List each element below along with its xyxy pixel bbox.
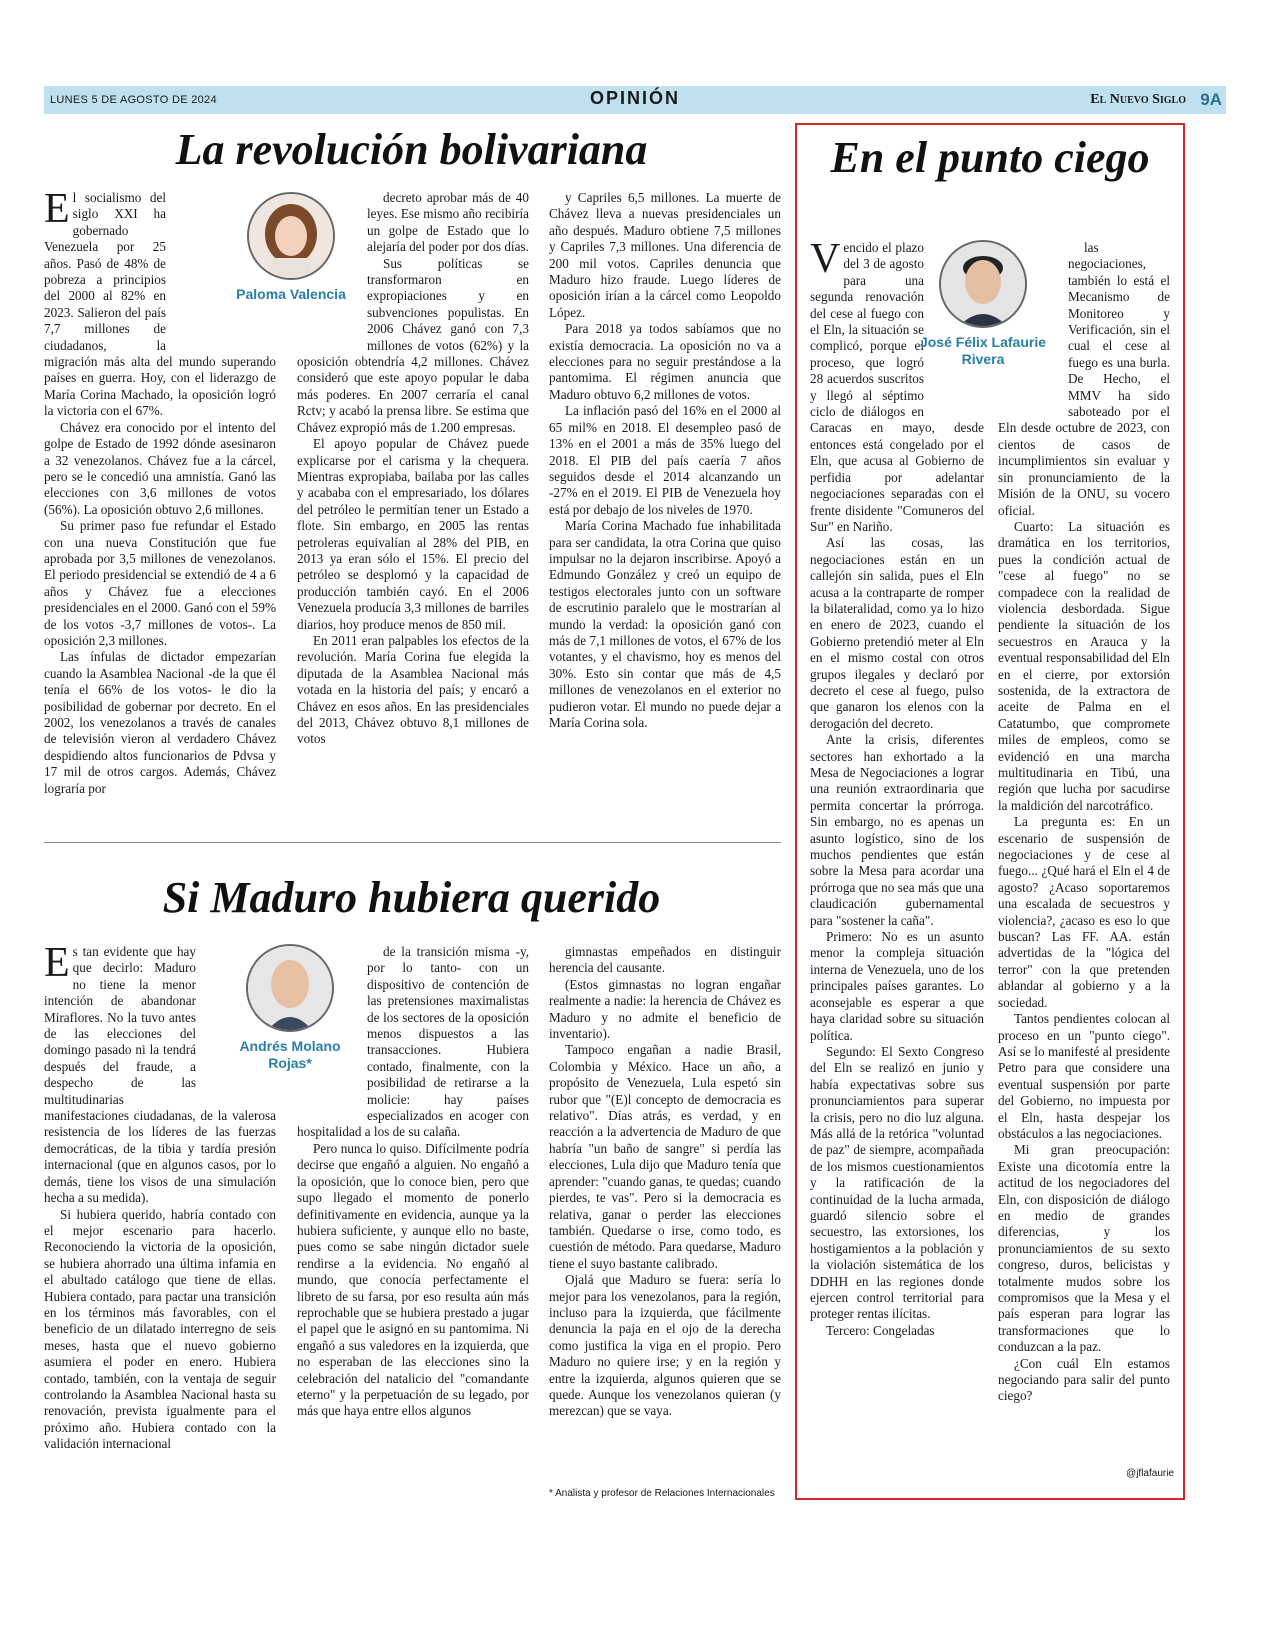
paragraph: Para 2018 ya todos sabíamos que no existía democracia. La oposición no va a elecciones para no seguir prestándose a la pantomima. El régimen anuncia que Maduro obtuvo 6,2 millones de votos.	[549, 321, 781, 402]
article3-title: En el punto ciego	[830, 133, 1150, 182]
paragraph: Tantos pendientes colocan al proceso en un "punto ciego". Así se lo manifesté al presidente Petro para que considere una eventual suspensión por parte del Gobierno, no impuesta por el Eln, hasta despejar los obstáculos a las negociaciones.	[998, 1011, 1170, 1141]
byline-space	[998, 240, 1068, 410]
paragraph: Mi gran preocupación: Existe una dicotomía entre la actitud de los negociadores del Eln, con disposición de diálogo en medio de grandes diferencias, y los pronunciamientos de su sexto congreso, duros, belicistas y totalmente mudos sobre los compromisos que la Mesa y el país esperan para lograr las transformaciones que lo conduzcan a la paz.	[998, 1142, 1170, 1355]
footnote: * Analista y profesor de Relaciones Internacionales	[549, 1488, 775, 1499]
paragraph: En 2011 eran palpables los efectos de la revolución. María Corina fue elegida la diputada de la Asamblea Nacional más votada en la historia del país; y encaró a Chávez en esos años. En las presidenciales del 2013, Chávez obtuvo 8,1 millones de votos	[297, 632, 529, 747]
paragraph: de la transición misma -y, por lo tanto- con un dispositivo de contención de las pretensiones maximalistas de los sectores de la oposición menos dispuestos a las transacciones. Hubiera contado, finalmente, con la posibilidad de retirarse a la molicie: hay países especializados en acoger con hospitalidad a los de su calaña.	[297, 944, 529, 1140]
paragraph: Tampoco engañan a nadie Brasil, Colombia y México. Hace un año, a propósito de Venezuela, Lula espetó sin rubor que "(E)l concepto de democracia es relativo". Días atrás, es verdad, y en reacción a la advertencia de Maduro de que habría "un baño de sangre" si perdía las elecciones, Lula dijo que Maduro tenía que aprender: "cuando ganas, te quedas; cuando pierdes, te vas". Pero si la democracia es relativa, ganar o perder las elecciones también. Quedarse o irse, como todo, es cuestión de método. Para quedarse, Maduro tiene el suyo bastante calibrado.	[549, 1042, 781, 1271]
paragraph: Es tan evidente que hay que decirlo: Maduro no tiene la menor intención de abandonar Miraflores. No la tuvo antes de las elecciones del domingo pasado ni la tendrá después del fraude, a despecho de las multitudinarias manifestaciones ciudadanas, de la valerosa resistencia de los líderes de las fuerzas democráticas, de la tibia y tardía presión internacional (que en algunos casos, por lo demás, tiene los visos de una simulación hecha a su medida).	[44, 944, 276, 1206]
paragraph: las negociaciones, también lo está el Mecanismo de Monitoreo y Verificación, sin el cual el cese al fuego es una burla. De Hecho, el MMV ha sido saboteado por el Eln desde octubre de 2023, con cientos de casos de incumplimientos sin evaluar y sin pronunciamiento de la Misión de la ONU, su vocero oficial.	[998, 240, 1170, 518]
article1-column-3	[549, 190, 781, 830]
paragraph: La inflación pasó del 16% en el 2000 al 65 mil% en 2018. El desempleo pasó de 13% en el 2001 a más de 35% luego del 2018. El PIB del país caería 7 años seguidos desde el 2014 alcanzando un -27% en el 2019. El PIB de Venezuela hoy está por debajo de los niveles de 1970.	[549, 403, 781, 517]
drop-cap: E	[44, 944, 70, 986]
article2-title: Si Maduro hubiera querido	[162, 873, 661, 922]
issue-date: LUNES 5 DE AGOSTO DE 2024	[50, 94, 217, 106]
article1-column-2	[297, 190, 529, 830]
author-name: José Félix Lafaurie Rivera	[919, 334, 1047, 367]
paragraph: María Corina Machado fue inhabilitada para ser candidata, la otra Corina que quiso impulsar no la dejaron inscribirse. Apoyó a Edmundo González y creó un equipo de testigos electorales junto con un software de escrutinio paralelo que le mostrarían al mundo la verdad: la oposición ganó con más de 7,1 millones de votos, el 67% de los votantes, y el chavismo, hoy es menos del 30%. Esto sin contar que más de 4,5 millones de venezolanos en el exterior no pudieron votar. El mundo no puede dejar a María Corina sola.	[549, 518, 781, 730]
drop-cap: E	[44, 190, 70, 232]
paragraph: Primero: No es un asunto menor la compleja situación interna de Venezuela, uno de los principales países garantes. Lo aconsejable es esperar a que haya claridad sobre su situación política.	[810, 929, 984, 1043]
paragraph: decreto aprobar más de 40 leyes. Ese mismo año recibiría un golpe de Estado que lo alejaría del poder por dos días.	[367, 190, 529, 255]
paragraph: Chávez era conocido por el intento del golpe de Estado de 1992 dónde asesinaron a 32 venezolanos. Chávez fue a la cárcel, pero se le concedió una amnistía. Ganó las elecciones con 3,6 millones de votos (56%). La oposición obtuvo 2,6 millones.	[44, 419, 276, 517]
author-name: Andrés Molano Rojas*	[239, 1038, 341, 1071]
paragraph: gimnastas empeñados en distinguir herencia del causante.	[549, 944, 781, 976]
paragraph: ¿Con cuál Eln estamos negociando para salir del punto ciego?	[998, 1355, 1170, 1404]
paragraph: Sus políticas se transformaron en expropiaciones y en subvenciones populistas. En 2006 Chávez ganó con 7,3 millones de votos (62%) y la oposición obtendría 4,2 millones. Chávez consideró que este apoyo popular le daba más poderes. En 2007 cerraría el canal Rctv; y acabó la prensa libre. Se estima que Chávez expropió más de 1.200 empresas.	[297, 255, 529, 435]
section-name: OPINIÓN	[589, 88, 680, 108]
author-name: Paloma Valencia	[236, 286, 346, 302]
byline-space	[297, 944, 367, 1124]
paragraph: El socialismo del siglo XXI ha gobernado Venezuela por 25 años. Pasó de 48% de pobreza a principios del 2000 al 82% en 2023. Salieron del país 7,7 millones de ciudadanos, la migración más alta del mundo superando países en guerra. Hoy, con el liderazgo de María Corina Machado, la oposición logró la victoria con el 67%.	[44, 190, 276, 419]
page-header	[44, 86, 1226, 114]
paragraph: Si hubiera querido, habría contado con el mejor escenario para hacerlo. Reconociendo la victoria de la oposición, se hubiera ahorrado una última infamia en el abultado catálogo que tiene de ellas. Hubiera contado, para pactar una transición en los términos más favorables, con el beneficio de un dilatado interregno de seis meses, hasta que el nuevo gobierno asumiera el poder en enero. Hubiera contado, también, con la ventaja de seguir controlando la Asamblea Nacional hasta su renovación, prevista igualmente para el próximo año. Hubiera contado con la validación internacional	[44, 1206, 276, 1452]
article2-column-2	[297, 944, 529, 1544]
paragraph: Ojalá que Maduro se fuera: sería lo mejor para los venezolanos, para la región, incluso para la izquierda, que fácilmente denuncia la paja en el ojo de la derecha como justifica la viga en el propio. Pero Maduro no quiere irse; y en la región y entre la izquierda, algunos quieren que se quede. Aunque los venezolanos quieran (y merezcan) que se vaya.	[549, 1272, 781, 1419]
paragraph: y Capriles 6,5 millones. La muerte de Chávez lleva a nuevas presidenciales un año después. Maduro obtiene 7,5 millones y Capriles 7,3 millones. Una diferencia de 200 mil votos. Capriles denuncia que Maduro hizo fraude. Luego líderes de oposición irían a la cárcel como Leopoldo López.	[549, 190, 781, 320]
paragraph: Segundo: El Sexto Congreso del Eln se realizó en junio y había expectativas sobre sus pronunciamientos para superar la crisis, pero no dio luz alguna. Más allá de la retórica "voluntad de paz" de siempre, acompañada de los mismos cuestionamientos y la ratificación de la continuidad de la lucha armada, guardó silencio sobre el secuestro, las extorsiones, los hostigamientos a la población y la violación sistemática de los DDHH en las regiones donde ejercen control territorial para proteger rentas ilícitas.	[810, 1043, 984, 1322]
paragraph: La pregunta es: En un escenario de suspensión de negociaciones y de cese al fuego... ¿Qué hará el Eln el 4 de agosto? ¿Acaso soportaremos una escalada de secuestros y violencia?, ¿acaso es eso lo que buscan? Las FF. AA. están advertidas de la "lógica del terror" con la que pretenden ablandar al gobierno y a la sociedad.	[998, 814, 1170, 1010]
article-divider	[44, 842, 781, 843]
article1-title: La revolución bolivariana	[175, 125, 648, 174]
paragraph: Vencido el plazo del 3 de agosto para una segunda renovación del cese al fuego con el Eln, la situación se complicó, porque el proceso, que logró 28 acuerdos suscritos y llegó al séptimo ciclo de diálogos en Caracas en mayo, desde entonces está congelado por el Eln, que acusa al Gobierno de perfidia por adelantar negociaciones separadas con el frente disidente "Comuneros del Sur" en Nariño.	[810, 240, 984, 534]
paragraph: Pero nunca lo quiso. Difícilmente podría decirse que engañó a alguien. No engañó a la oposición, que lo conoce bien, pero que supo llegado el momento de ponerlo definitivamente en evidencia, aunque ya la hubiera suficiente, y aunque ello no baste, pues como se sabe ningún dictador suele rendirse a la evidencia. No engañó al mundo, que conocía perfectamente el libreto de su farsa, por eso resulta aún más reprochable que se hubiera prestado a jugar el papel que le asignó en su pantomima. Ni engañó a sus valedores en la izquierda, que no esperaban de las elecciones sino la celebración del natalicio del "comandante eterno" y la perpetuación de su legado, por más que haya entre ellos algunos	[297, 1140, 529, 1419]
paragraph: Ante la crisis, diferentes sectores han exhortado a la Mesa de Negociaciones a lograr una reunión extraordinaria que permita concertar la prórroga. Sin embargo, no es apenas un asunto logístico, sino de los muchos pendientes que están sobre la Mesa para acordar una prórroga que no sea más que una claudicación gubernamental para "sostener la caña".	[810, 732, 984, 928]
paragraph: Así las cosas, las negociaciones están en un callejón sin salida, pues el Eln acusa a la contraparte de romper la bilateralidad, como ya lo hizo en enero de 2023, cuando el Gobierno pretendió meter al Eln en el mismo costal con otros grupos ilegales y declaró por decreto el cese al fuego, pulso que ganaron los elenos con la derogación del decreto.	[810, 535, 984, 731]
article3-column-2	[998, 240, 1170, 1460]
drop-cap: V	[810, 240, 841, 282]
paragraph: Cuarto: La situación es dramática en los territorios, pues la condición actual de "cese al fuego" no se compadece con la realidad de violencia desbordada. Sigue pendiente la situación de los secuestros en Arauca y la eventual responsabilidad del Eln en el cierre, por extorsión sostenida, de la extractora de aceite de Palma en el Catatumbo, que compromete miles de empleos, como se evidenció en una marcha multitudinaria en Tibú, una región que lucha por sacudirse la maldición del narcotráfico.	[998, 518, 1170, 813]
article2-column-3	[549, 944, 781, 1484]
paragraph: El apoyo popular de Chávez puede explicarse por el carisma y la chequera. Mientras expropiaba, bailaba por las calles y acababa con el empresariado, los dólares del petróleo le permitían tener un Estado a flote. Sin embargo, en 2005 las rentas petroleras equivalían al 28% del PIB, en 2013 ya eran sólo el 15%. El precio del petróleo se desplomó y la capacidad de producción también cayó. En el 2006 Venezuela producía 3,3 millones de barriles diarios, hoy produce menos de 850 mil.	[297, 436, 529, 632]
byline-space	[297, 190, 367, 340]
page-number: 9A	[1200, 90, 1222, 109]
paragraph: Tercero: Congeladas	[826, 1322, 935, 1338]
article3-column-1	[810, 240, 984, 1485]
author-handle: @jflafaurie	[1126, 1468, 1174, 1479]
paragraph: Las ínfulas de dictador empezarían cuando la Asamblea Nacional -de la que él tenía el 66% de los votos- le dio la posibilidad de gobernar por decreto. En el 2002, los venezolanos a través de canales de televisión vieron al verdadero Chávez despidiendo altos funcionarios de Pdvsa y 17 mil de otros cargos. Además, Chávez lograría por	[44, 649, 276, 796]
paragraph: (Estos gimnastas no logran engañar realmente a nadie: la herencia de Chávez es Maduro y no admite el beneficio de inventario).	[549, 976, 781, 1042]
newspaper-logo: El Nuevo Siglo	[1090, 92, 1186, 107]
paragraph: Su primer paso fue refundar el Estado con una nueva Constitución que fue aprobada por 3,5 millones de venezolanos. El periodo presidencial se extendió de 4 a 6 años y Chávez fue a elecciones presidenciales en el 2000. Ganó con el 59% de los votos -3,7 millones de votos-. La oposición 2,3 millones.	[44, 518, 276, 648]
